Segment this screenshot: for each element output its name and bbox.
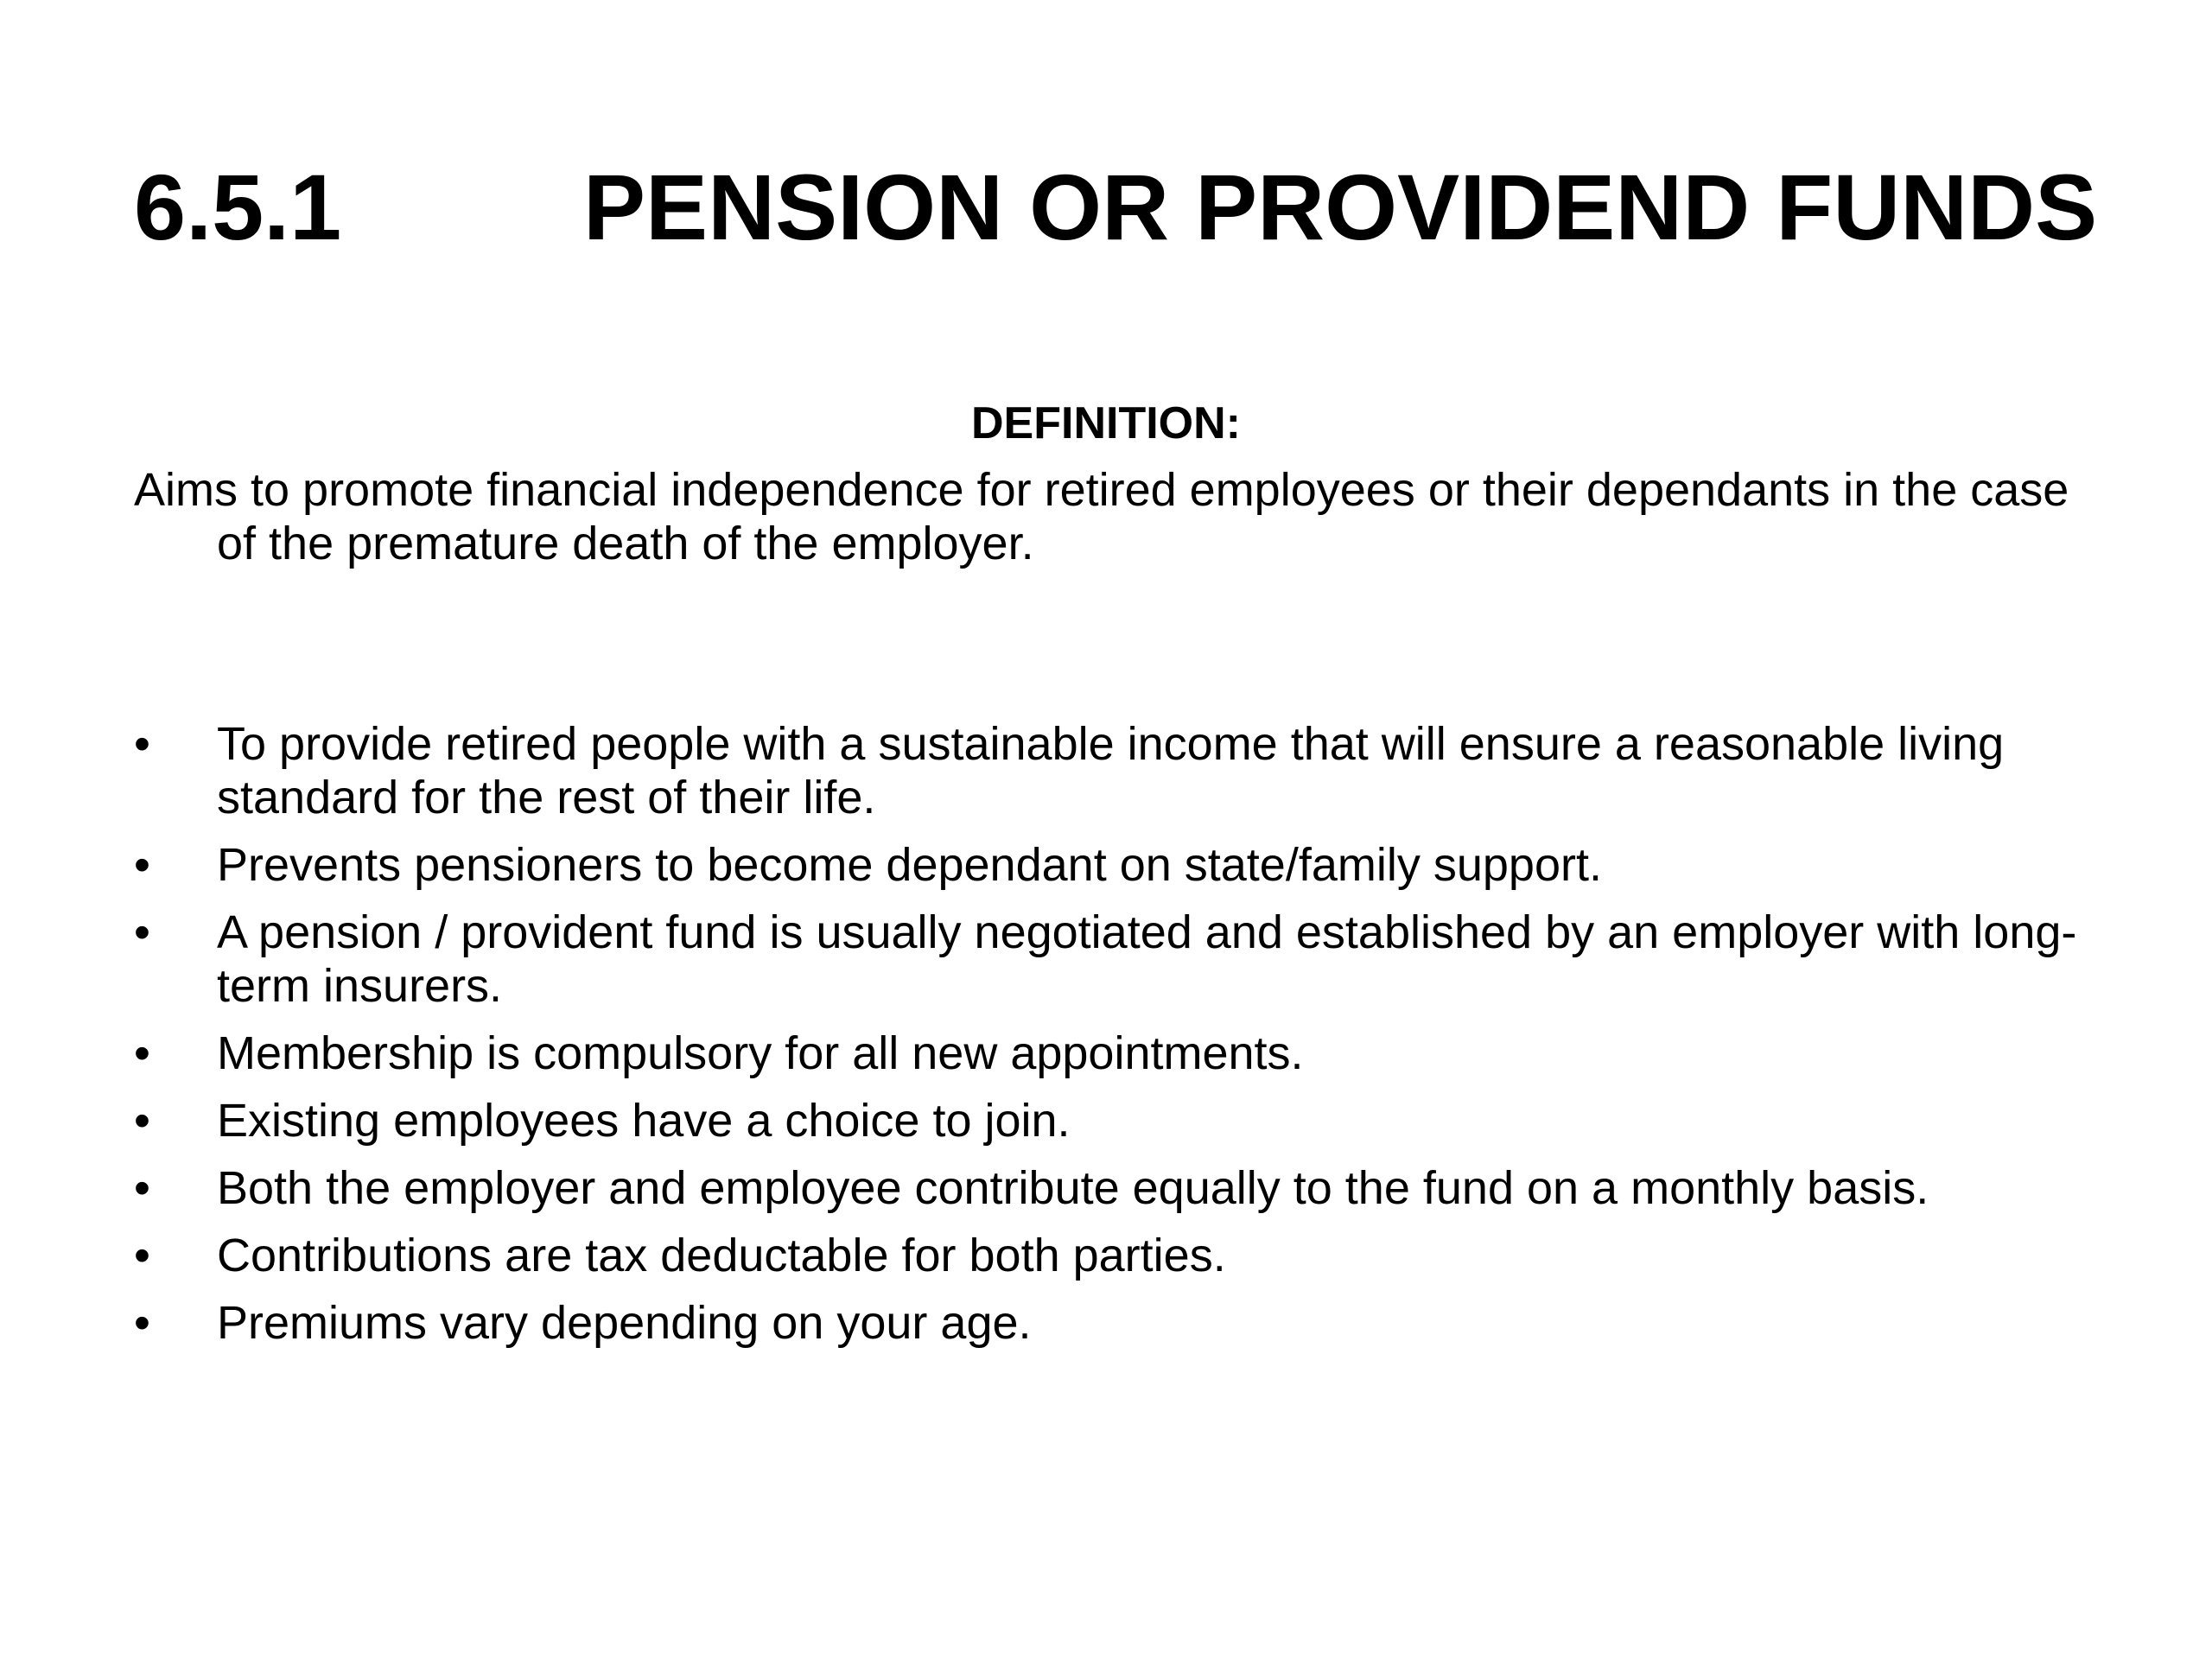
bullet-icon: • [134,839,150,891]
bullet-item [134,1161,2113,1215]
bullet-icon: • [134,1230,150,1281]
bullet-text: A pension / provident fund is usually negotiated and established by an employer with long-term insurers. [217,906,2077,1012]
bullet-item [134,906,2113,1013]
bullet-text: Prevents pensioners to become dependant on state/family support. [217,839,1602,891]
bullet-text: To provide retired people with a sustainable income that will ensure a reasonable living standard for the rest of their life. [217,718,2005,823]
bullet-icon: • [134,1297,150,1349]
bullet-icon: • [134,1027,150,1079]
bullet-text: Existing employees have a choice to join. [217,1095,1071,1147]
bullet-text: Membership is compulsory for all new appointments. [217,1027,1304,1079]
bullet-icon: • [134,906,150,958]
title-text: PENSION OR PROVIDEND FUNDS [583,155,2098,259]
bullet-list [134,717,2113,1363]
definition-text: Aims to promote financial independence for retired employees or their dependants in the case of the premature death of the employer. [134,464,2069,569]
bullet-text: Both the employer and employee contribute equally to the fund on a monthly basis. [217,1162,1929,1214]
bullet-item [134,717,2113,824]
bullet-text: Contributions are tax deductable for both parties. [217,1230,1226,1281]
bullet-item [134,1027,2113,1080]
slide-title [134,147,2121,268]
bullet-item [134,1094,2113,1147]
bullet-item [134,1296,2113,1350]
bullet-icon: • [134,1095,150,1147]
title-number: 6.5.1 [134,155,342,259]
bullet-item [134,838,2113,892]
bullet-icon: • [134,1162,150,1214]
bullet-item [134,1229,2113,1282]
bullet-text: Premiums vary depending on your age. [217,1297,1032,1349]
bullet-icon: • [134,718,150,770]
definition-heading: DEFINITION: [971,398,1241,448]
